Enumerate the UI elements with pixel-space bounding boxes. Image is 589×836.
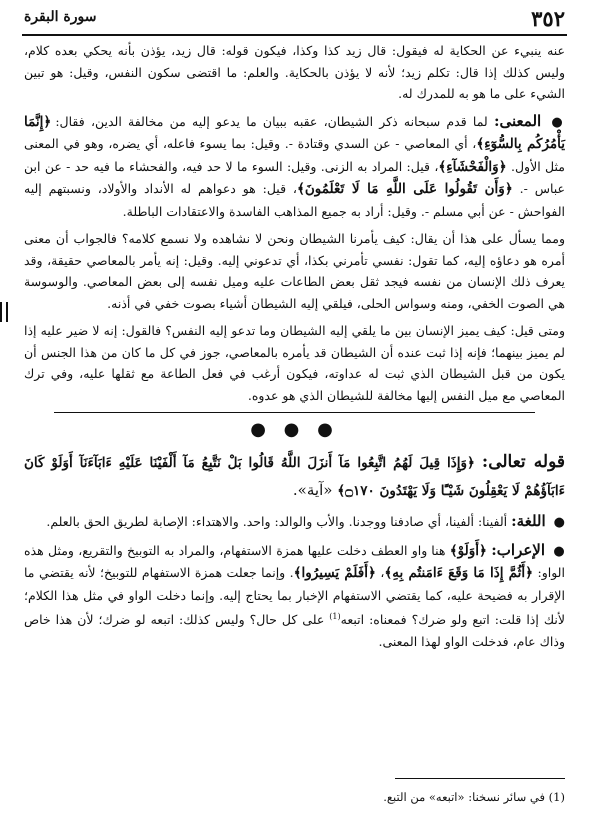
quran-quote: ﴿وَالْفَحْشَآءِ﴾ <box>438 158 507 175</box>
quran-quote: ﴿إِنَّمَا يَأْمُرُكُم بِالسُّوٓءِ﴾ <box>24 113 566 152</box>
verse-text: ﴿وَإِذَا قِيلَ لَهُمُ اتَّبِعُوا مَآ أَنزَلَ اللَّهُ قَالُوا بَلْ نَتَّبِعُ مَآ أَلْفَيْنَا عَلَيْهِ ءَابَآءَنَآ أَوَلَوْ كَانَ ءَابَآؤُهُمْ لَا يَعْقِلُونَ شَيْـًٔا وَلَا يَهْتَدُونَ ۝١٧٠﴾ <box>24 455 565 499</box>
grammar-text-c: على كل حال؟ وليس كذلك: اتبعه لو ضرك؛ لأن هذا خاص وذاك عام، فدخلت الواو لهذا المعنى. <box>24 612 565 649</box>
page-body <box>24 40 565 658</box>
meaning-text-d: ، قيل: هو دعواهم له الأنداد والأولاد، ونسبتهم إليه الفواحش - عن أبي مسلم -. وقيل: أراد به جميع المذاهب الفاسدة والاعتقادات الباطلة. <box>24 181 565 219</box>
paragraph-distinction: ومتى قيل: كيف يميز الإنسان بين ما يلقي إليه الشيطان وما تدعو إليه النفس؟ فالقول: إنه لا ضير عليه إذا لم يميز بينهما؛ فإنه إذا ثبت عنده أن الشيطان قد يأمره بالمعاصي، جوز في كل ما كان من هذا الجنس أن يكون من قبل الشيطان الذي ثبت له عداوته، فيكون أرغب في فعل الطاعة مع ثقلها عليه، وفي ترك المعاصي مع ميل النفس إليها مخالفة للشيطان الذي هو عدوه. <box>24 323 565 403</box>
page-header <box>22 6 567 36</box>
paragraph-language <box>24 511 565 534</box>
meaning-text-c: ، قيل: المراد به الزنى. وقيل: السوء ما لا حد فيه، والفحشاء ما فيه حد - عن ابن عباس -. <box>24 158 565 196</box>
section-label-language: اللغة: <box>511 512 546 530</box>
verse-label: قوله تعالى: <box>481 452 565 472</box>
verse-block <box>24 449 565 505</box>
section-divider: ● ● ● <box>250 419 339 440</box>
language-text: ألفينا: ألفينا، أي صادفنا ووجدنا. والأب والوالد: واحد. والاهتداء: الإصابة لطريق الحق بالعلم. <box>46 514 508 529</box>
meaning-text-b: ، أي المعاصي - عن السدي وقتادة -. وقيل: بما يسوء فاعله، أي يضره، وهو في المعنى مثل الأول. <box>24 136 565 174</box>
footnote-reference[interactable]: (1) <box>329 612 341 621</box>
bullet-icon: ● <box>553 515 565 530</box>
section-divider-line <box>54 412 535 413</box>
footnote-divider <box>395 778 565 779</box>
paragraph-question: ومما يسأل على هذا أن يقال: كيف يأمرنا الشيطان ونحن لا نشاهده ولا نسمع كلامه؟ فالجواب أن معنى أمره هو دعاؤه إليه، كما تقول: نفسي تأمرني بكذا، أي تدعوني إليه. وقيل: إنه يأمر بالمعاصي حقيقة، وقد يعرف ذلك الإنسان من نفسه فيجد ثقل بعض الطاعات عليه وميل نفسه إلى بعض المعاصي. والوسوسة هي الصوت الخفي، ومنه وسواس الحلى، فيلقي إليه الشيطان أشياء بصوت خفي في أذنه. <box>24 231 565 311</box>
footnote-number: (1) <box>548 790 565 804</box>
page-number: ٣٥٢ <box>531 6 565 31</box>
section-label-meaning: المعنى: <box>493 111 542 130</box>
grammar-text-b: . وإنما جعلت همزة الاستفهام للتوبيخ؛ لأنه يقتضي ما الإقرار به فضيحة عليه، كما يقتضي الاستفهام الإخبار بما يحتاج إليه. وإنما دخلت الواو في مثل هذا الكلام؛ لأنك إذا قلت: اتبع ولو ضرك؟ فمعناه: اتبعه <box>24 565 565 628</box>
footnote <box>24 788 565 806</box>
paragraph-grammar: ● الإعراب: ﴿أَوَلَوْ﴾ هنا واو العطف دخلت عليها همزة الاستفهام، والمراد به التوبيخ والتقريع، ومثل هذه الواو: ﴿أَثُمَّ إِذَا مَا وَقَعَ ءَامَنتُم بِهِ﴾، ﴿أَفَلَمْ يَسِيرُوا﴾. وإنما جعلت همزة الاستفهام للتوبيخ؛ لأنه يقتضي ما الإقرار به فضيحة عليه، كما يقتضي الاستفهام الإخبار بما يحتاج إليه. وإنما دخلت الواو في مثل هذا الكلام؛ لأنك إذا قلت: اتبع ولو ضرك؟ فمعناه: اتبعه$^{(1)}$ على كل حال؟ وليس كذلك: اتبعه لو ضرك؛ لأن هذا خاص وذاك عام، فدخلت الواو لهذا المعنى. <box>24 540 565 649</box>
quran-quote: ﴿أَثُمَّ إِذَا مَا وَقَعَ ءَامَنتُم بِهِ﴾ <box>384 565 534 581</box>
margin-marker <box>0 302 8 322</box>
quran-quote: ﴿أَوَلَوْ﴾ <box>449 542 487 559</box>
verse-suffix: «آية». <box>292 481 333 499</box>
surah-title: سورة البقرة <box>24 9 97 25</box>
footnote-text: في سائر نسخنا: «اتبعه» من التبع. <box>383 790 546 804</box>
section-label-grammar: الإعراب: <box>491 540 546 559</box>
bullet-icon: ● <box>551 114 565 130</box>
paragraph-continuation: عنه ينبيء عن الحكاية له فيقول: قال زيد كذا وكذا، فيكون قوله: قال زيد، يؤذن بأنه يحكي بعده كلام، وليس كذلك إذا قال: تكلم زيد؛ لأنه لا يؤذن بالحكاية. والعلم: ما اقتضى سكون النفس، وقيل: هو تبين الشيء على ما هو به للمدرك له. <box>24 43 565 101</box>
meaning-text-a: لما قدم سبحانه ذكر الشيطان، عقبه ببيان ما يدعو إليه من مخالفة الدين، فقال: <box>55 113 488 129</box>
paragraph-meaning <box>24 111 565 223</box>
quran-quote: ﴿أَفَلَمْ يَسِيرُوا﴾ <box>293 565 376 581</box>
grammar-text-a: هنا واو العطف دخلت عليها همزة الاستفهام، والمراد به التوبيخ والتقريع، ومثل هذه الواو: <box>24 542 565 580</box>
bullet-icon: ● <box>553 543 565 559</box>
quran-quote: ﴿وَأَن تَقُولُوا عَلَى اللَّهِ مَا لَا تَعْلَمُونَ﴾ <box>296 181 513 197</box>
